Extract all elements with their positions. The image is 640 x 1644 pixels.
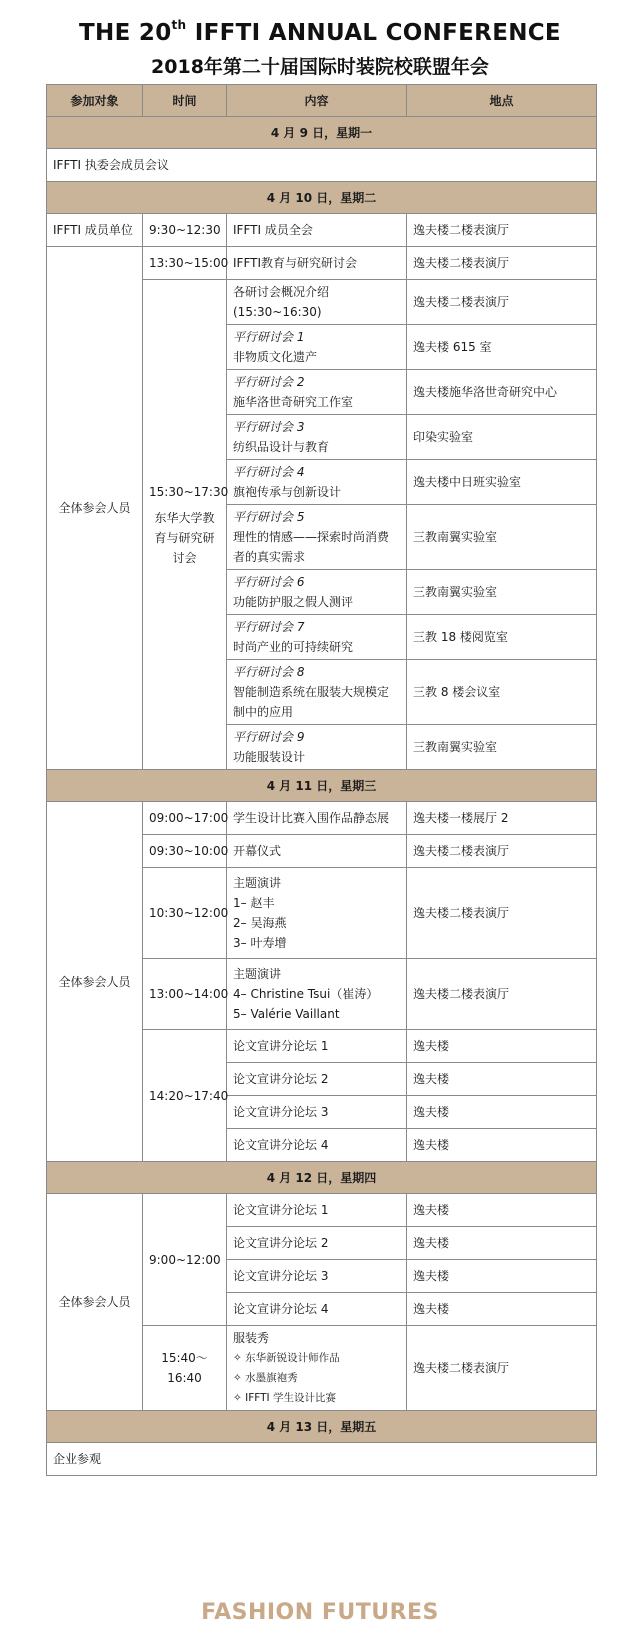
- cell-content: 论文宣讲分论坛 1: [227, 1030, 407, 1063]
- cell-content: 企业参观: [47, 1443, 597, 1476]
- cell-location: 印染实验室: [407, 415, 597, 460]
- cell-time: 09:30~10:00: [143, 835, 227, 868]
- day-header-row: [47, 182, 597, 214]
- speaker-line: 4– Christine Tsui（崔涛）: [233, 987, 379, 1001]
- title-english: THE 20th IFFTI ANNUAL CONFERENCE: [79, 18, 561, 46]
- cell-location: 三教 8 楼会议室: [407, 660, 597, 725]
- cell-participants: IFFTI 成员单位: [47, 214, 143, 247]
- cell-content: 论文宣讲分论坛 3: [227, 1260, 407, 1293]
- table-row: [47, 1194, 597, 1227]
- day-header: 4 月 13 日，星期五: [47, 1411, 597, 1443]
- footer-brand: FASHION FUTURES: [201, 1600, 439, 1625]
- cell-location: 逸夫楼二楼表演厅: [407, 1326, 597, 1411]
- bullet-item: ✧ 水墨旗袍秀: [233, 1372, 298, 1384]
- session-topic: 智能制造系统在服装大规模定制中的应用: [233, 685, 390, 719]
- content-line: 服装秀: [233, 1331, 270, 1345]
- cell-content: [227, 415, 407, 460]
- session-tag: 平行研讨会 7: [233, 620, 305, 634]
- session-topic: 非物质文化遗产: [233, 350, 318, 364]
- day-header-row: [47, 117, 597, 149]
- cell-content: IFFTI教育与研究研讨会: [227, 247, 407, 280]
- table-row: [47, 802, 597, 835]
- cell-location: 逸夫楼二楼表演厅: [407, 959, 597, 1030]
- cell-content: 学生设计比赛入围作品静态展: [227, 802, 407, 835]
- cell-time: 9:00~12:00: [143, 1194, 227, 1326]
- session-topic: 纺织品设计与教育: [233, 440, 330, 454]
- cell-time: 15:30~17:30: [149, 484, 229, 499]
- session-tag: 平行研讨会 1: [233, 330, 305, 344]
- bullet-item: ✧ 东华新锐设计师作品: [233, 1352, 340, 1364]
- cell-location: 三教南翼实验室: [407, 505, 597, 570]
- cell-content: IFFTI 成员全会: [227, 214, 407, 247]
- cell-location: 逸夫楼二楼表演厅: [407, 835, 597, 868]
- cell-content: 论文宣讲分论坛 3: [227, 1096, 407, 1129]
- cell-location: 逸夫楼一楼展厅 2: [407, 802, 597, 835]
- cell-content: [227, 959, 407, 1030]
- cell-participants: 全体参会人员: [47, 1194, 143, 1411]
- cell-content: [227, 660, 407, 725]
- cell-time: 14:20~17:40: [143, 1030, 227, 1162]
- cell-location: 逸夫楼二楼表演厅: [407, 214, 597, 247]
- cell-time: 9:30~12:30: [143, 214, 227, 247]
- cell-location: 逸夫楼: [407, 1293, 597, 1326]
- session-topic: 理性的情感——探索时尚消费者的真实需求: [233, 530, 390, 564]
- cell-time: 09:00~17:00: [143, 802, 227, 835]
- day-header-row: [47, 1162, 597, 1194]
- speaker-line: 5– Valérie Vaillant: [233, 1007, 340, 1021]
- content-line: 主题演讲: [233, 876, 282, 890]
- cell-location: 逸夫楼二楼表演厅: [407, 247, 597, 280]
- cell-content: [227, 325, 407, 370]
- session-tag: 平行研讨会 9: [233, 730, 305, 744]
- block-title: 东华大学教育与研究研讨会: [154, 510, 215, 565]
- cell-location: 逸夫楼 615 室: [407, 325, 597, 370]
- cell-content: [227, 570, 407, 615]
- cell-content: [227, 615, 407, 660]
- cell-time: 13:00~14:00: [143, 959, 227, 1030]
- cell-location: 逸夫楼: [407, 1063, 597, 1096]
- cell-time-block: [143, 280, 227, 770]
- cell-location: 三教 18 楼阅览室: [407, 615, 597, 660]
- day-header: 4 月 11 日，星期三: [47, 770, 597, 802]
- title-chinese: 2018年第二十届国际时装院校联盟年会: [151, 56, 489, 78]
- cell-location: 逸夫楼: [407, 1194, 597, 1227]
- cell-content: [227, 1326, 407, 1411]
- header-time: 时间: [143, 85, 227, 117]
- content-line: 各研讨会概况介绍: [233, 285, 330, 299]
- content-line: (15:30~16:30): [233, 305, 322, 319]
- cell-content: 论文宣讲分论坛 2: [227, 1063, 407, 1096]
- cell-content: 论文宣讲分论坛 4: [227, 1293, 407, 1326]
- speaker-line: 1– 赵丰: [233, 896, 275, 910]
- speaker-line: 2– 吴海燕: [233, 916, 287, 930]
- day-header: 4 月 10 日，星期二: [47, 182, 597, 214]
- session-tag: 平行研讨会 6: [233, 575, 305, 589]
- table-row: [47, 214, 597, 247]
- table-row: [47, 149, 597, 182]
- cell-content: [227, 868, 407, 959]
- cell-location: 三教南翼实验室: [407, 570, 597, 615]
- cell-content: IFFTI 执委会成员会议: [47, 149, 597, 182]
- session-topic: 功能服装设计: [233, 750, 306, 764]
- day-header: 4 月 9 日，星期一: [47, 117, 597, 149]
- bullet-item: ✧ IFFTI 学生设计比赛: [233, 1392, 336, 1404]
- cell-location: 逸夫楼: [407, 1030, 597, 1063]
- cell-location: 逸夫楼二楼表演厅: [407, 280, 597, 325]
- session-topic: 时尚产业的可持续研究: [233, 640, 354, 654]
- cell-content: 论文宣讲分论坛 4: [227, 1129, 407, 1162]
- cell-content: [227, 370, 407, 415]
- day-header: 4 月 12 日，星期四: [47, 1162, 597, 1194]
- cell-participants: 全体参会人员: [47, 802, 143, 1162]
- session-topic: 旗袍传承与创新设计: [233, 485, 342, 499]
- cell-location: 逸夫楼: [407, 1227, 597, 1260]
- cell-content: [227, 460, 407, 505]
- session-tag: 平行研讨会 5: [233, 510, 305, 524]
- session-tag: 平行研讨会 3: [233, 420, 305, 434]
- table-row: [47, 1443, 597, 1476]
- schedule-table: [46, 84, 597, 1476]
- cell-location: 逸夫楼施华洛世奇研究中心: [407, 370, 597, 415]
- session-topic: 功能防护服之假人测评: [233, 595, 354, 609]
- cell-location: 三教南翼实验室: [407, 725, 597, 770]
- session-topic: 施华洛世奇研究工作室: [233, 395, 354, 409]
- cell-content: 开幕仪式: [227, 835, 407, 868]
- cell-participants: 全体参会人员: [47, 247, 143, 770]
- cell-location: 逸夫楼中日班实验室: [407, 460, 597, 505]
- cell-location: 逸夫楼: [407, 1096, 597, 1129]
- table-row: [47, 247, 597, 280]
- cell-time: 15:40～16:40: [143, 1326, 227, 1411]
- speaker-line: 3– 叶寿增: [233, 936, 287, 950]
- header-location: 地点: [407, 85, 597, 117]
- session-tag: 平行研讨会 4: [233, 465, 305, 479]
- cell-content: [227, 280, 407, 325]
- session-tag: 平行研讨会 8: [233, 665, 305, 679]
- cell-content: [227, 725, 407, 770]
- cell-content: [227, 505, 407, 570]
- cell-location: 逸夫楼: [407, 1260, 597, 1293]
- header-participants: 参加对象: [47, 85, 143, 117]
- table-header-row: [47, 85, 597, 117]
- cell-content: 论文宣讲分论坛 2: [227, 1227, 407, 1260]
- day-header-row: [47, 1411, 597, 1443]
- day-header-row: [47, 770, 597, 802]
- session-tag: 平行研讨会 2: [233, 375, 305, 389]
- cell-location: 逸夫楼二楼表演厅: [407, 868, 597, 959]
- cell-time: 10:30~12:00: [143, 868, 227, 959]
- content-line: 主题演讲: [233, 967, 282, 981]
- cell-location: 逸夫楼: [407, 1129, 597, 1162]
- cell-time: 13:30~15:00: [143, 247, 227, 280]
- header-content: 内容: [227, 85, 407, 117]
- cell-content: 论文宣讲分论坛 1: [227, 1194, 407, 1227]
